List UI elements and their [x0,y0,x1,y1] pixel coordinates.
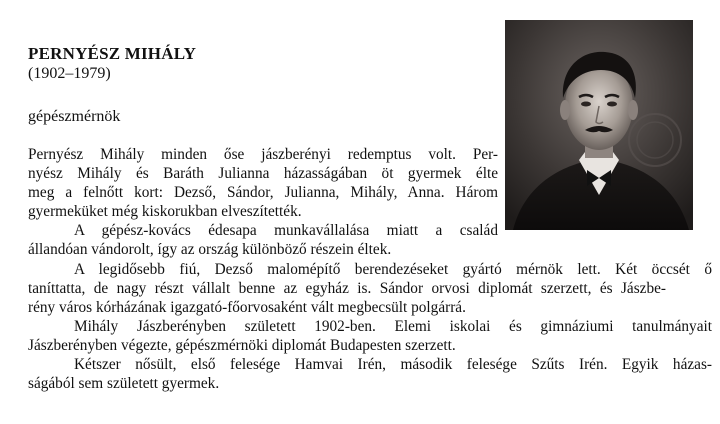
paragraph-4-line: Mihály Jászberényben született 1902-ben. Elemi iskolai és gimnáziumi tanulmányait [74,317,712,335]
portrait-photo [505,20,693,230]
paragraph-4-line: Jászberényben végezte, gépészmérnöki diplomát Budapesten szerzett. [28,336,456,354]
paragraph-5-line: ságából sem született gyermek. [28,375,220,393]
paragraph-2-line: állandóan vándorolt, így az ország különböző részein éltek. [28,241,392,259]
paragraph-3-line: rény város kórházának igazgató-főorvosaként vált megbecsült polgárrá. [28,298,466,316]
profession: gépészmérnök [28,108,121,125]
paragraph-1-line: gyermeküket még kiskorukban elveszítették. [28,203,302,221]
life-years: (1902–1979) [28,65,111,82]
paragraph-1-line: meg a felnőtt kort: Dezső, Sándor, Julianna, Mihály, Anna. Három [28,184,498,202]
paragraph-5-line: Kétszer nősült, első felesége Hamvai Irén, második felesége Szűts Irén. Egyik házas- [74,356,712,374]
paragraph-1-line: nyész Mihály és Baráth Julianna házasságában öt gyermek élte [28,165,498,183]
person-name: PERNYÉSZ MIHÁLY [28,44,197,63]
paragraph-3-line: A legidősebb fiú, Dezső malomépítő berendezéseket gyártó mérnök lett. Két öccsét ő [74,260,712,278]
paragraph-3-line: taníttatta, de nagy részt vállalt benne az egyház is. Sándor orvosi diplomát szerzett, és Jászbe- [28,279,666,297]
paragraph-2-line: A gépész-kovács édesapa munkavállalása miatt a család [74,222,498,240]
paragraph-1-line: Pernyész Mihály minden őse jászberényi redemptus volt. Per- [28,146,498,163]
biography-text [28,145,712,393]
portrait-photo-icon [505,20,693,230]
